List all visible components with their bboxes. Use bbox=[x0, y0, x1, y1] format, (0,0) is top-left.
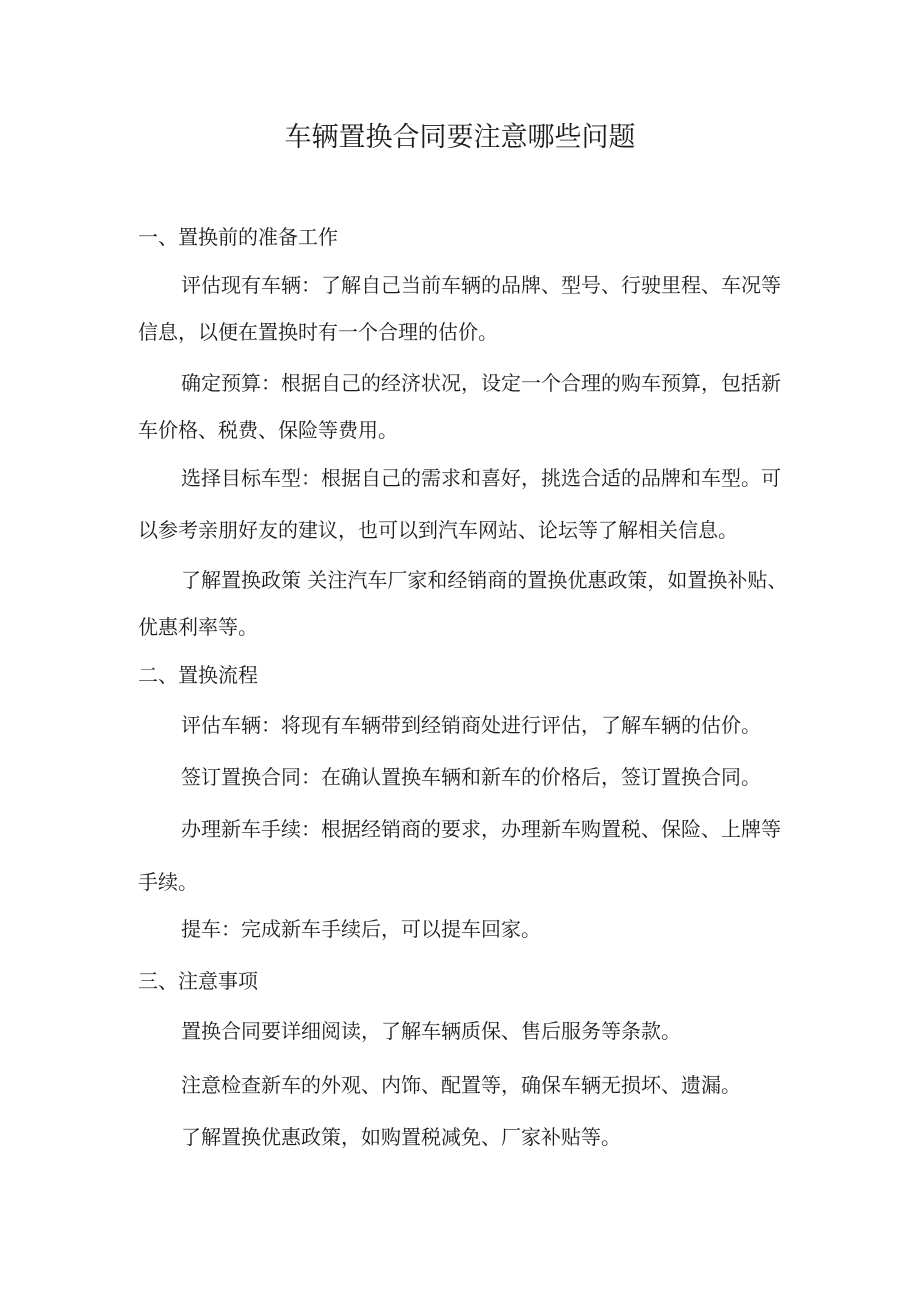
paragraph bbox=[138, 1070, 786, 1100]
paragraph-line: 信息，以便在置换时有一个合理的估价。 bbox=[138, 320, 498, 344]
paragraph bbox=[138, 1122, 786, 1152]
document-title: 车辆置换合同要注意哪些问题 bbox=[284, 122, 636, 153]
section-heading-1: 一、置换前的准备工作 bbox=[138, 225, 338, 249]
paragraph-line: 优惠利率等。 bbox=[138, 615, 258, 639]
paragraph-line: 评估现有车辆：了解自己当前车辆的品牌、型号、行驶里程、车况等 bbox=[181, 273, 781, 297]
paragraph-line: 手续。 bbox=[138, 870, 198, 894]
paragraph-line: 确定预算：根据自己的经济状况，设定一个合理的购车预算，包括新 bbox=[181, 371, 781, 395]
paragraph-line: 提车：完成新车手续后，可以提车回家。 bbox=[181, 917, 541, 941]
paragraph bbox=[138, 914, 786, 944]
paragraph-line: 以参考亲朋好友的建议，也可以到汽车网站、论坛等了解相关信息。 bbox=[138, 518, 738, 542]
paragraph-line: 了解置换政策 关注汽车厂家和经销商的置换优惠政策，如置换补贴、 bbox=[181, 568, 788, 592]
paragraph bbox=[138, 814, 786, 897]
paragraph-line: 车价格、税费、保险等费用。 bbox=[138, 418, 398, 442]
paragraph-line: 置换合同要详细阅读，了解车辆质保、售后服务等条款。 bbox=[181, 1019, 681, 1043]
paragraph-line: 了解置换优惠政策，如购置税减免、厂家补贴等。 bbox=[181, 1125, 621, 1149]
paragraph-line: 办理新车手续：根据经销商的要求，办理新车购置税、保险、上牌等 bbox=[181, 817, 781, 841]
paragraph bbox=[138, 368, 786, 445]
paragraph bbox=[138, 565, 786, 642]
section-heading-2: 二、置换流程 bbox=[138, 663, 258, 687]
paragraph-line: 选择目标车型：根据自己的需求和喜好，挑选合适的品牌和车型。可 bbox=[181, 466, 781, 490]
paragraph-line: 签订置换合同：在确认置换车辆和新车的价格后，签订置换合同。 bbox=[181, 765, 761, 789]
paragraph bbox=[138, 762, 786, 792]
paragraph-line: 评估车辆：将现有车辆带到经销商处进行评估，了解车辆的估价。 bbox=[181, 713, 761, 737]
section-heading-3: 三、注意事项 bbox=[138, 969, 258, 993]
paragraph bbox=[138, 1016, 786, 1046]
paragraph bbox=[138, 463, 786, 545]
paragraph-line: 注意检查新车的外观、内饰、配置等，确保车辆无损坏、遗漏。 bbox=[181, 1073, 741, 1097]
paragraph bbox=[138, 710, 786, 740]
paragraph bbox=[138, 270, 786, 347]
